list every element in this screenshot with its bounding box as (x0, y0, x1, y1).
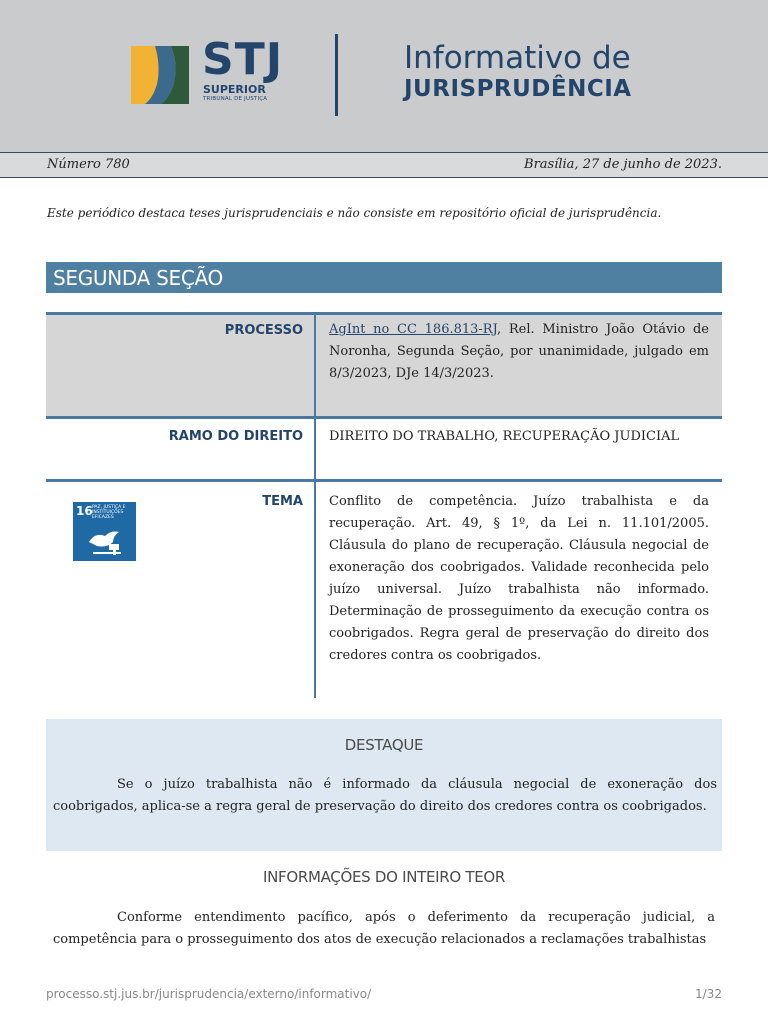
tema-value: Conflito de competência. Juízo trabalhista e da recuperação. Art. 49, § 1º, da Lei n. 11.101/2005. Cláusula do plano de recuperação. Cláusula negocial de exoneração dos coobrigados. Validade reconhecida pelo juízo universal. Juízo trabalhista não informado. Determinação de prosseguimento da execução contra os coobrigados. Regra geral de preservação do direito dos credores contra os coobrigados. (329, 494, 709, 663)
ods-16-badge (73, 502, 136, 561)
section-title: SEGUNDA SEÇÃO (53, 266, 223, 290)
publication-title-line2: JURISPRUDÊNCIA (404, 76, 632, 102)
logo-acronym: STJ (202, 34, 284, 85)
section-header (46, 262, 722, 293)
row-processo (46, 312, 722, 416)
logo-name: SUPERIOR (203, 83, 266, 96)
row-tema (46, 479, 722, 699)
page-number: 1/32 (695, 987, 722, 1001)
disclaimer: Este periódico destaca teses jurisprudenciais e não consiste em repositório oficial de jurisprudência. (47, 206, 662, 220)
issue-date: Brasília, 27 de junho de 2023. (524, 157, 722, 172)
dove-gavel-icon (73, 502, 136, 561)
destaque-text: Se o juízo trabalhista não é informado da cláusula negocial de exoneração dos coobrigados, aplica-se a regra geral de preservação do direito dos credores contra os coobrigados. (53, 777, 717, 814)
inteiro-teor-title: INFORMAÇÕES DO INTEIRO TEOR (262, 868, 506, 886)
destaque-box (46, 719, 722, 851)
issue-number: Número 780 (47, 157, 130, 172)
ods-text: PAZ, JUSTIÇA E INSTITUIÇÕES EFICAZES (92, 505, 126, 520)
table-column-divider (314, 312, 316, 698)
stj-logo-icon (127, 44, 191, 106)
footer-url-link[interactable]: processo.stj.jus.br/jurisprudencia/externo/informativo/ (46, 987, 372, 1001)
page-header (0, 0, 768, 152)
logo-subtitle: TRIBUNAL DE JUSTIÇA (203, 96, 268, 102)
tema-label: TEMA (262, 494, 303, 509)
processo-label: PROCESSO (224, 323, 303, 338)
destaque-title: DESTAQUE (344, 736, 424, 754)
publication-title-line1: Informativo de (404, 40, 631, 76)
processo-link[interactable]: AgInt no CC 186.813-RJ (329, 322, 498, 337)
inteiro-teor-text: Conforme entendimento pacífico, após o deferimento da recuperação judicial, a competência para o prosseguimento dos atos de execução relacionados a reclamações trabalhistas (53, 910, 715, 947)
meta-bar (0, 152, 768, 178)
processo-value (329, 319, 709, 385)
header-divider (335, 34, 338, 116)
processo-details: , Rel. Ministro João Otávio de Noronha, Segunda Seção, por unanimidade, julgado em 8/3/2023, DJe 14/3/2023. (329, 322, 710, 381)
ramo-label: RAMO DO DIREITO (168, 429, 303, 444)
row-ramo-do-direito (46, 416, 722, 479)
ramo-value: DIREITO DO TRABALHO, RECUPERAÇÃO JUDICIAL (329, 429, 680, 444)
ods-number: 16 (76, 504, 93, 518)
